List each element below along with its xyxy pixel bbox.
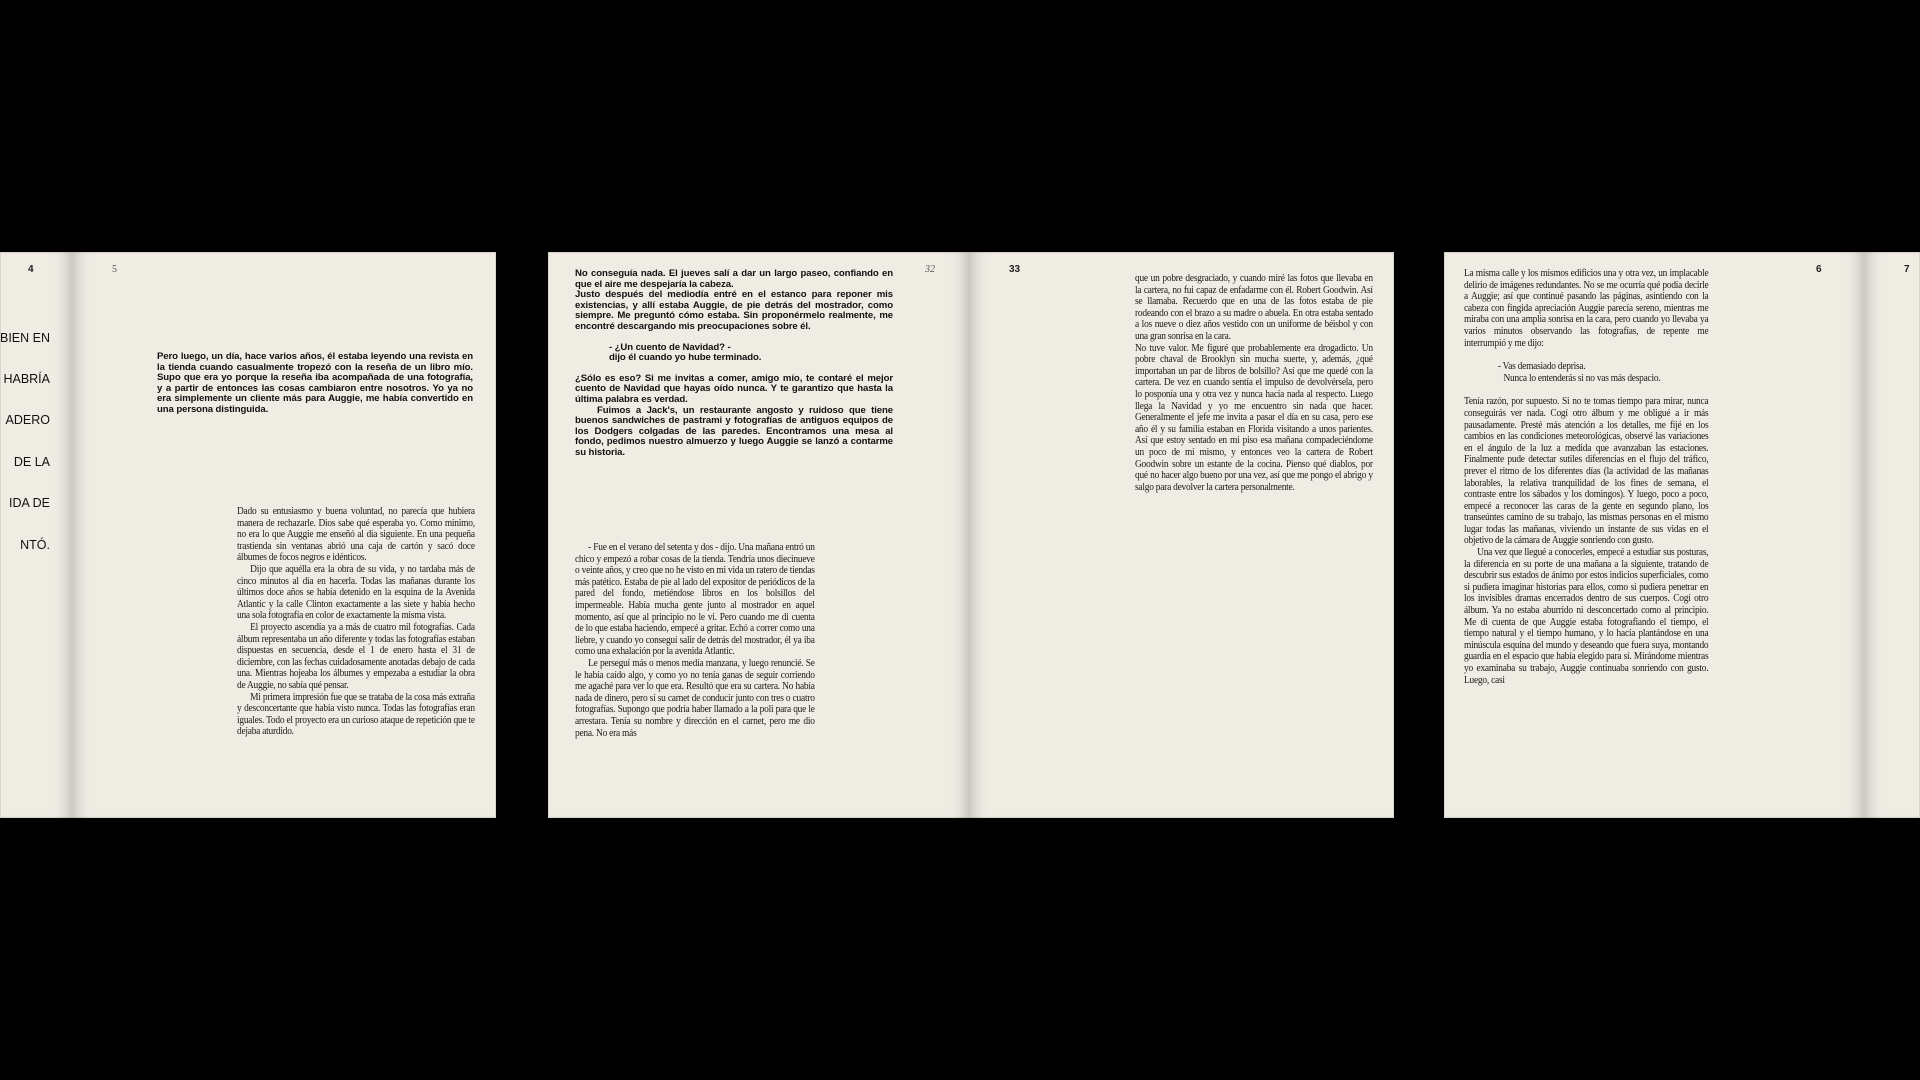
- book-spread-3: [1444, 252, 1920, 818]
- serif-body: que un pobre desgraciado, y cuando miré las fotos que llevaba en la cartera, no fui capaz de enfadarme con él. Robert Goodwin. Así se llamaba. Recuerdo que en una de las fotos estaba de pie rodeando con el brazo a su madre o abuela. En otra estaba sentado a los nueve o diez años vestido con un uniforme de béisbol y con una gran sonrisa en la cara. No tuve valor. Me figuré que probablemente era drogadicto. Un pobre chaval de Brooklyn sin mucha suerte, y, además, ¿qué importaban un par de libros de bolsillo? Así que me quedé con la cartera. De vez en cuando sentía el impulso de devolvérsela, pero lo posponía una y otra vez y nunca hacía nada al respecto. Luego llega la Navidad y yo me encuentro sin nada que hacer. Generalmente el jefe me invita a pasar el día en su casa, pero ese año él y su familia estaban en Florida visitando a unos parientes. Así que estoy sentado en mi piso esa mañana compadeciéndome un poco de mí mismo, y entonces veo la cartera de Robert Goodwin sobre un estante de la cocina. Pienso qué diablos, por qué no hacer algo bueno por una vez, así que me pongo el abrigo y salgo para devolver la cartera personalmente.: [1135, 273, 1373, 493]
- book-spread-1: [0, 252, 496, 818]
- page-4: [0, 252, 72, 818]
- bold-text: No conseguía nada. El jueves salí a dar un largo paseo, confiando en que el aire me despejaría la cabeza. Justo después del mediodía entré en el estanco para reponer mis existencias, y allí estaba Auggie, de pie detrás del mostrador, como siempre. Me preguntó cómo estaba. Sin proponérmelo realmente, me encontré descargando mis preocupaciones sobre él. - ¿Un cuento de Navidad? - dijo él cuando yo hube terminado. ¿Sólo es eso? Si me invitas a comer, amigo mío, te contaré el mejor cuento de Navidad que hayas oído nunca. Y te garantizo que hasta la última palabra es verdad. Fuimos a Jack's, un restaurante angosto y ruidoso que tiene buenos sandwiches de pastrami y fotografías de antiguos equipos de los Dodgers colgadas de las paredes. Encontramos una mesa al fondo, pedimos nuestro almuerzo y luego Auggie se lanzó a contarme su historia.: [575, 268, 893, 458]
- page-number: 32: [925, 264, 935, 275]
- page-5: [72, 252, 496, 818]
- serif-body: La misma calle y los mismos edificios una y otra vez, un implacable delirio de imágenes redundantes. No se me ocurría qué podía decirle a Auggie; así que continué pasando las páginas, asintiendo con la cabeza con fingida apreciación Auggie parecía sereno, mientras me miraba con una amplia sonrisa en la cara, pero cuando yo llevaba ya varios minutos observando las fotografías, de repente me interrumpió y me dijo: - Vas demasiado deprisa. Nunca lo entenderás si no vas más despacio. Tenía razón, por supuesto. Si no te tomas tiempo para mirar, nunca conseguirás ver nada. Cogí otro álbum y me obligué a ir más pausadamente. Presté más atención a los detalles, me fijé en los cambios en las condiciones meteorológicas, observé las variaciones en el ángulo de la luz a medida que avanzaban las estaciones. Finalmente pude detectar sutiles diferencias en el flujo del tráfico, prever el ritmo de los diferentes días (la actividad de las mañanas laborables, la relativa tranquilidad de los fines de semana, el contraste entre los sábados y los domingos). Y luego, poco a poco, empecé a reconocer las caras de la gente en segundo plano, los transeúntes camino de su trabajo, las mismas personas en el mismo lugar todas las mañanas, viviendo un instante de sus vidas en el objetivo de la cámara de Auggie sonriendo con gusto. Una vez que llegué a conocerles, empecé a estudiar sus posturas, la diferencia en su porte de una mañana a la siguiente, tratando de descubrir sus estados de ánimo por estos indicios superficiales, como si pudiera imaginar historias para ellos, como si pudiera penetrar en los invisibles dramas encerrados dentro de sus cuerpos. Cogí otro álbum. Ya no estaba aburrido ni desconcertado como al principio. Me di cuenta de que Auggie estaba fotografiando el tiempo, el tiempo natural y el tiempo humano, y lo hacía plantándose en una minúscula esquina del mundo y deseando que fuera suya, montando guardia en el espacio que había elegido para sí. Mirándome mientras yo examinaba su trabajo, Auggie continuaba sonriendo con gusto. Luego, casi: [1464, 268, 1709, 686]
- page-7: [1864, 252, 1920, 818]
- page-number: 6: [1816, 264, 1822, 275]
- bold-paragraph: Pero luego, un día, hace varios años, él estaba leyendo una revista en la tienda cuando casualmente tropezó con la reseña de un libro mío. Supo que era yo porque la reseña iba acompañada de una fotografía, y a partir de entonces las cosas cambiaron entre nosotros. Yo ya no era simplemente un cliente más para Auggie, me había convertido en una persona distinguida.: [157, 351, 473, 415]
- serif-body: - Fue en el verano del setenta y dos - dijo. Una mañana entró un chico y empezó a robar cosas de la tienda. Tendría unos diecinueve o veinte años, y creo que no he visto en mi vida un ratero de tiendas más patético. Estaba de pie al lado del expositor de periódicos de la pared del fondo, metiéndose libros en los bolsillos del impermeable. Había mucha gente junto al mostrador en aquel momento, así que al principio no le vi. Pero cuando me di cuenta de lo que estaba haciendo, empecé a gritar. Echó a correr como una liebre, y cuando yo conseguí salir de detrás del mostrador, él ya iba como una exhalación por la avenida Atlantic. Le perseguí más o menos media manzana, y luego renuncié. Se le había caído algo, y como yo no tenía ganas de seguir corriendo me agaché para ver lo que era. Resultó que era su cartera. No había nada de dinero, pero sí su carnet de conducir junto con tres o cuatro fotografías. Supongo que podría haber llamado a la poli para que le arrestara. Tenía su nombre y dirección en el carnet, pero me dio pena. No era más: [575, 542, 815, 739]
- book-spread-2: [548, 252, 1394, 818]
- page-6: [1444, 252, 1864, 818]
- serif-body: Dado su entusiasmo y buena voluntad, no parecía que hubiera manera de rechazarle. Dios sabe qué esperaba yo. Como mínimo, no era lo que Auggie me enseñó al día siguiente. En una pequeña trastienda sin ventanas abrió una caja de cartón y sacó doce álbumes de focos negros e idénticos. Dijo que aquélla era la obra de su vida, y no tardaba más de cinco minutos al día en hacerla. Todas las mañanas durante los últimos doce años se había detenido en la esquina de la Avenida Atlantic y la calle Clinton exactamente a las siete y había hecho una sola fotografía en color de exactamente la misma vista. El proyecto ascendía ya a más de cuatro mil fotografías. Cada álbum representaba un año diferente y todas las fotografías estaban dispuestas en secuencia, desde el 1 de enero hasta el 31 de diciembre, con las fechas cuidadosamente anotadas debajo de cada una. Mientras hojeaba los álbumes y empezaba a estudiar la obra de Auggie, no sabía qué pensar. Mi primera impresión fue que se trataba de la cosa más extraña y desconcertante que había visto nunca. Todas las fotografías eran iguales. Todo el proyecto era un curioso ataque de repetición que te dejaba aturdido.: [237, 506, 475, 738]
- page-number: 33: [1009, 264, 1021, 275]
- page-number: 5: [112, 264, 117, 275]
- page-number: 4: [28, 264, 34, 275]
- page-32: [548, 252, 969, 818]
- page-number: 7: [1904, 264, 1910, 275]
- caps-text: BIEN EN HABRÍA ADERO DE LA IDA DE NTÓ.: [0, 330, 50, 552]
- page-33: [969, 252, 1394, 818]
